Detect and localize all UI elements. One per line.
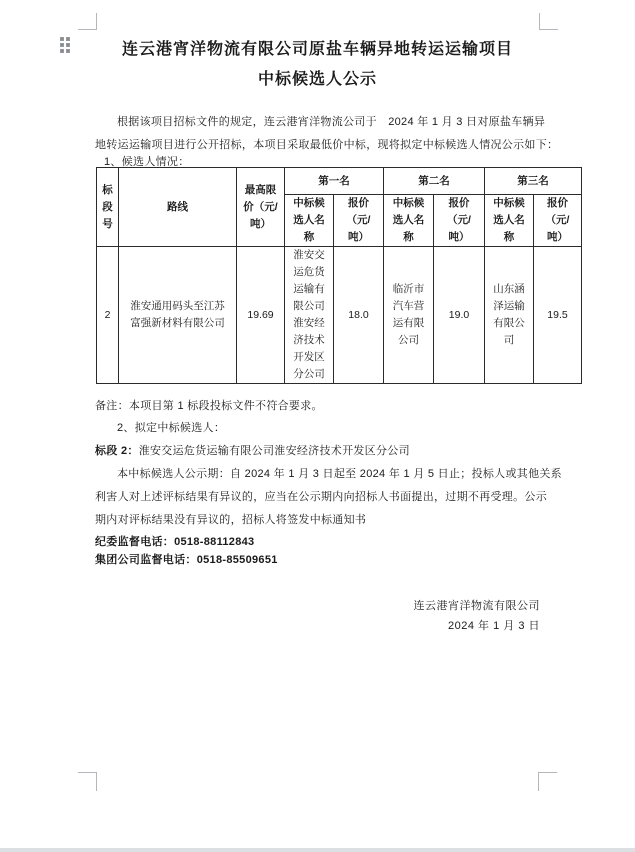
margin-mark-top-right <box>539 13 558 30</box>
winner-name: 淮安交运危货运输有限公司淮安经济技术开发区分公司 <box>138 445 410 457</box>
col-header-rank2-candidate: 中标候选人名称 <box>384 195 434 247</box>
margin-mark-bottom-left <box>78 772 97 791</box>
winner-label: 标段 2： <box>95 445 139 457</box>
page-bottom-edge <box>0 848 635 852</box>
margin-mark-top-left <box>78 13 97 30</box>
notice-line-1: 本中标候选人公示期：自 2024 年 1 月 3 日起至 2024 年 1 月 5 日止；投标人或其他关系 <box>117 468 562 480</box>
group-header-rank1: 第一名 <box>285 168 384 195</box>
notice-line-3: 期内对评标结果没有异议的，招标人将签发中标通知书 <box>95 514 367 526</box>
margin-mark-bottom-right <box>538 772 557 791</box>
cell-max-price: 19.69 <box>237 247 285 384</box>
group-header-rank3: 第三名 <box>485 168 582 195</box>
cell-rank1-candidate: 淮安交运危货运输有限公司淮安经济技术开发区分公司 <box>285 247 334 384</box>
group-phone-line: 集团公司监督电话：0518-85509651 <box>95 554 278 566</box>
cell-rank2-candidate: 临沂市汽车营运有限公司 <box>384 247 434 384</box>
cell-rank2-price: 19.0 <box>434 247 485 384</box>
notice-line-2: 利害人对上述评标结果有异议的，应当在公示期内向招标人书面提出，过期不再受理。公示 <box>95 491 547 503</box>
intro-line-1: 根据该项目招标文件的规定，连云港宵洋物流公司于 2024 年 1 月 3 日对原盐车辆异 <box>117 116 546 128</box>
col-header-rank3-candidate: 中标候选人名称 <box>485 195 534 247</box>
intro-line-2: 地转运运输项目进行公开招标，本项目采取最低价中标，现将拟定中标候选人情况公示如下： <box>95 139 559 151</box>
discipline-phone-line: 纪委监督电话：0518-88112843 <box>95 536 255 548</box>
cell-bid-section-no: 2 <box>97 247 119 384</box>
col-header-bid-section-no: 标段号 <box>97 168 119 247</box>
doc-title-line2: 中标候选人公示 <box>257 71 377 88</box>
candidates-table <box>96 167 582 384</box>
section2-heading: 2、拟定中标候选人： <box>117 422 226 434</box>
signature-company: 连云港宵洋物流有限公司 <box>413 600 540 612</box>
section1-heading: 1、候选人情况： <box>104 156 190 168</box>
col-header-route: 路线 <box>119 168 237 247</box>
cell-rank3-candidate: 山东涵泽运输有限公司 <box>485 247 534 384</box>
doc-title-line1: 连云港宵洋物流有限公司原盐车辆异地转运运输项目 <box>121 41 513 58</box>
col-header-max-price: 最高限价（元/吨） <box>237 168 285 247</box>
signature-date: 2024 年 1 月 3 日 <box>448 620 540 632</box>
winner-line <box>95 444 547 458</box>
table-row <box>97 247 582 384</box>
col-header-rank2-price: 报价（元/吨） <box>434 195 485 247</box>
col-header-rank1-candidate: 中标候选人名称 <box>285 195 334 247</box>
cell-rank1-price: 18.0 <box>334 247 384 384</box>
col-header-rank1-price: 报价（元/吨） <box>334 195 384 247</box>
cell-route: 淮安通用码头至江苏富强新材料有限公司 <box>119 247 237 384</box>
group-header-rank2: 第二名 <box>384 168 485 195</box>
remark-line: 备注：本项目第 1 标段投标文件不符合要求。 <box>95 400 323 412</box>
cell-rank3-price: 19.5 <box>534 247 582 384</box>
col-header-rank3-price: 报价（元/吨） <box>534 195 582 247</box>
